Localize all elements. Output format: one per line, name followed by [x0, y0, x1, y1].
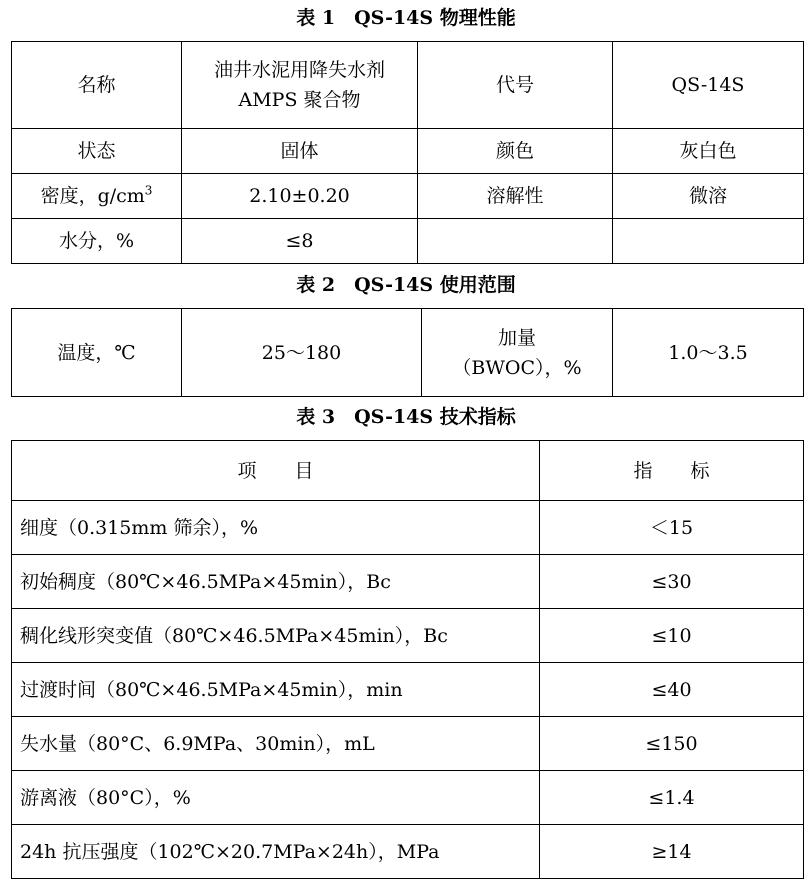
table-row — [12, 309, 804, 397]
table2-caption: 表 2 QS-14S 使用范围 — [296, 274, 516, 296]
table-row — [12, 555, 804, 609]
table-cell: ≤30 — [540, 555, 804, 609]
table-row — [12, 129, 804, 174]
table-cell: QS-14S — [613, 42, 804, 129]
table-row — [12, 501, 804, 555]
table-cell: 稠化线形突变值（80℃×46.5MPa×45min），Bc — [12, 609, 540, 663]
table-cell: 水分，% — [12, 219, 182, 264]
table-cell: ≤150 — [540, 717, 804, 771]
table-cell: ≤1.4 — [540, 771, 804, 825]
table-cell: 细度（0.315mm 筛余），% — [12, 501, 540, 555]
cell-line: （BWOC），% — [452, 356, 582, 379]
superscript: 3 — [144, 183, 153, 198]
table-cell: 2.10±0.20 — [182, 174, 418, 219]
table-cell: ＜15 — [540, 501, 804, 555]
table-cell — [418, 219, 613, 264]
table-cell: 名称 — [12, 42, 182, 129]
table-row — [12, 825, 804, 879]
table-row — [12, 717, 804, 771]
table-cell: 微溶 — [613, 174, 804, 219]
cell-line: 油井水泥用降失水剂 — [213, 59, 385, 81]
table-cell: 过渡时间（80℃×46.5MPa×45min），min — [12, 663, 540, 717]
table-row — [12, 609, 804, 663]
table1-caption: 表 1 QS-14S 物理性能 — [296, 7, 516, 29]
table-cell: ≤40 — [540, 663, 804, 717]
table-cell: 失水量（80°C、6.9MPa、30min），mL — [12, 717, 540, 771]
table-header-row — [12, 441, 804, 501]
table-cell: ≤8 — [182, 219, 418, 264]
cell-text: 密度，g/cm — [40, 185, 145, 207]
table-row — [12, 663, 804, 717]
table-cell — [12, 174, 182, 219]
table-row — [12, 42, 804, 129]
table-cell: 温度，℃ — [12, 309, 182, 397]
table-cell: ≤10 — [540, 609, 804, 663]
table-row — [12, 771, 804, 825]
table-header-cell: 项 目 — [12, 441, 540, 501]
table-row — [12, 219, 804, 264]
table-cell: 25～180 — [182, 309, 422, 397]
table3-caption: 表 3 QS-14S 技术指标 — [296, 406, 516, 428]
cell-line: AMPS 聚合物 — [238, 89, 361, 111]
table-cell: 初始稠度（80℃×46.5MPa×45min），Bc — [12, 555, 540, 609]
table-cell: 溶解性 — [418, 174, 613, 219]
table-cell: ≥14 — [540, 825, 804, 879]
table-header-cell: 指 标 — [540, 441, 804, 501]
table-cell: 灰白色 — [613, 129, 804, 174]
table-cell: 固体 — [182, 129, 418, 174]
table-cell — [422, 309, 613, 397]
table-cell: 状态 — [12, 129, 182, 174]
table-cell: 颜色 — [418, 129, 613, 174]
table-row — [12, 174, 804, 219]
table-cell: 游离液（80°C），% — [12, 771, 540, 825]
table3 — [11, 440, 804, 879]
table2 — [11, 308, 804, 397]
table1 — [11, 41, 804, 264]
cell-line: 加量 — [497, 326, 536, 349]
table-cell — [613, 219, 804, 264]
table-cell: 代号 — [418, 42, 613, 129]
table-cell: 1.0～3.5 — [613, 309, 804, 397]
table-cell — [182, 42, 418, 129]
table-cell: 24h 抗压强度（102℃×20.7MPa×24h），MPa — [12, 825, 540, 879]
